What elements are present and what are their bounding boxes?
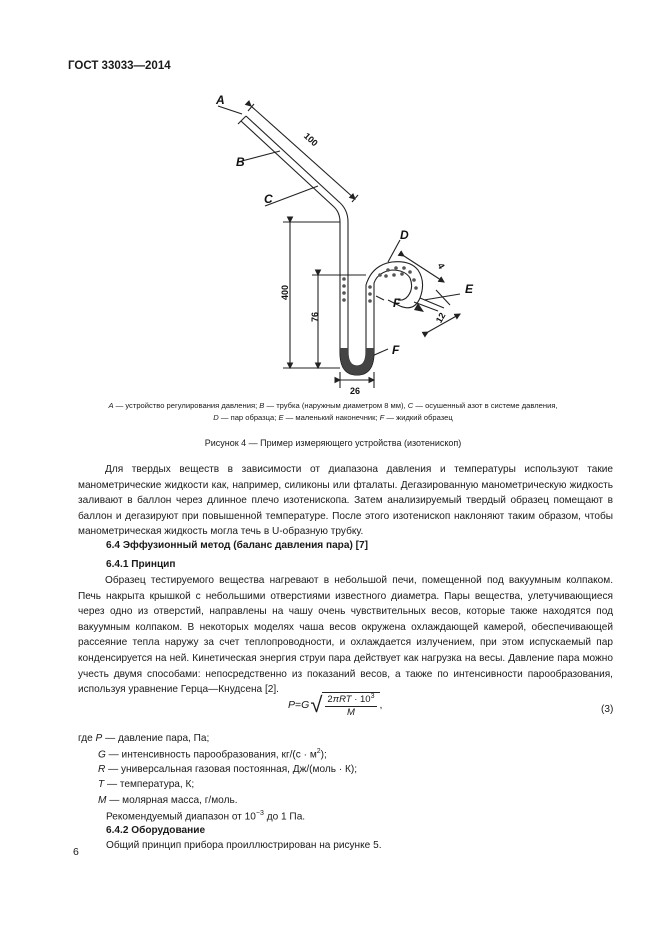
section-heading-6-4-1: 6.4.1 Принцип — [106, 559, 176, 570]
var-g: G — интенсивность парообразования, $кг/(с \cdot м^2)$; — [98, 748, 327, 761]
dim-4: 4 — [435, 261, 447, 271]
figure-legend-line1: A — устройство регулирования давления; B — трубка (наружным диаметром 8 мм), C — осушенный азот в системе давления, — [108, 401, 558, 410]
paragraph-principle: Образец тестируемого вещества нагревают в небольшой печи, помещенной под вакуумным колпаком. Печь накрыта крышкой с небольшими отверстиями известного диаметра. Пары вещества, улетучивающиеся через одно из отверстий, направлены на чашу очень чувствительных весов, которые также находятся под вакуумным колпаком. В некоторых моделях чаша весов окружена охлаждающей камерой, обеспечивающей рассеяние тепла наружу за счет теплопроводности, и охлаждается излучением, при этом испускаемый пар конденсируется на ней. Кинетическая энергия струи пара действует как нагрузка на весы. Давление пара можно учесть двумя способами: непосредственно из показаний весов, а также по интенсивности парообразования, используя уравнение Герца—Кнудсена [2]. — [78, 575, 613, 696]
label-e: E — [465, 282, 474, 296]
isoteniscope-figure — [0, 0, 661, 400]
section-heading-6-4: 6.4 Эффузионный метод (баланс давления пара) [7] — [106, 540, 368, 551]
dim-26: 26 — [350, 386, 361, 396]
label-b: B — [236, 155, 245, 169]
document-header: ГОСТ 33033—2014 — [68, 60, 171, 72]
hertz-knudsen-formula: P = G √ $2\pi RT \cdot 10^3$ M , — [288, 692, 383, 718]
dim-100: 100 — [301, 130, 320, 149]
label-a: A — [216, 93, 225, 107]
figure-legend-line2: D — пар образца; E — маленький наконечник; F — жидкий образец — [213, 413, 453, 422]
dim-76: 76 — [310, 311, 320, 322]
var-r: R — универсальная газовая постоянная, Дж/(моль · К); — [98, 764, 358, 775]
paragraph-solids: Для твердых веществ в зависимости от диапазона давления и температуры используют такие манометрические жидкости как, например, силиконы или фталаты. Дегазированную манометрическую жидкость заливают в баллон через длинное плечо изотенископа. Затем анализируемый твердый образец помещают в баллон и дегазируют при повышенной температуре. После этого изотенископ наклоняют таким образом, чтобы манометрическая жидкость могла течь в U-образную трубку. — [78, 464, 613, 538]
dim-400: 400 — [280, 284, 290, 300]
label-f2: F — [392, 343, 400, 357]
equation-number: (3) — [601, 704, 614, 715]
figure-title: Рисунок 4 — Пример измеряющего устройства (изотенископ) — [204, 438, 462, 448]
label-f1: F — [393, 296, 401, 310]
var-t: T — температура, К; — [98, 779, 195, 790]
page-number: 6 — [73, 846, 79, 858]
recommended-range: Рекомендуемый диапазон от $10^{-3}$ до 1 Па. — [106, 810, 306, 823]
var-m: M — молярная масса, г/моль. — [98, 795, 238, 806]
paragraph-equipment: Общий принцип прибора проиллюстрирован на рисунке 5. — [106, 840, 382, 851]
dim-line-100 — [251, 106, 355, 199]
section-heading-6-4-2: 6.4.2 Оборудование — [106, 825, 206, 836]
label-c: C — [264, 192, 273, 206]
label-d: D — [400, 228, 409, 242]
var-p: где P — давление пара, Па; — [78, 733, 210, 744]
dim-12: 12 — [433, 310, 448, 325]
